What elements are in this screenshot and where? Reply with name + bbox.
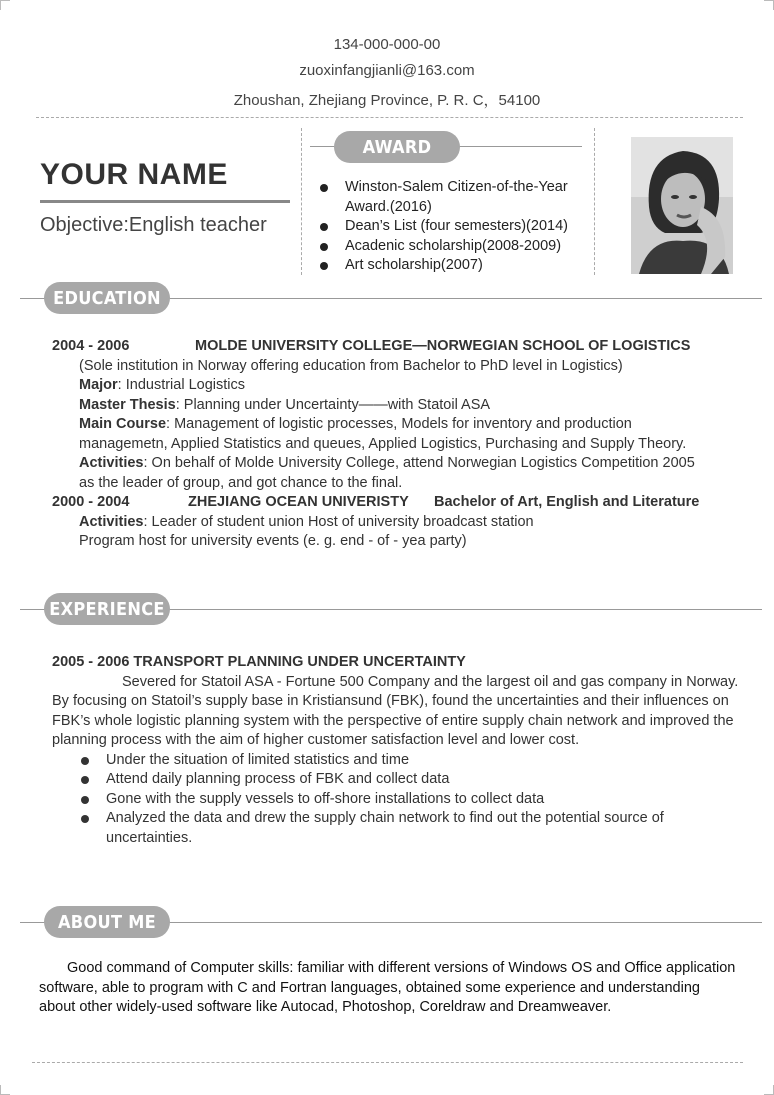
header-divider xyxy=(36,117,743,118)
list-item: Art scholarship(2007) xyxy=(320,256,592,276)
corner-mark xyxy=(0,1085,10,1095)
education-activities xyxy=(52,513,752,533)
experience-block xyxy=(52,653,752,848)
field-value: : Planning under Uncertainty——with Statoil ASA xyxy=(175,396,491,413)
experience-paragraph: Severed for Statoil ASA - Fortune 500 Company and the largest oil and gas company in Norway. By focusing on Statoil’s supply base in Kristiansund (FBK), found the uncertainties and their influences on FBK’s whole logistic planning system with the perspective of entire supply chain network and improved the planning process with the aim of higher customer satisfaction level and lower cost. xyxy=(52,673,739,748)
education-entry-header xyxy=(52,493,752,513)
about-rule-right xyxy=(168,922,762,923)
field-label: Main Course xyxy=(79,416,167,432)
education-main-course xyxy=(52,415,752,435)
education-rule-right xyxy=(168,298,762,299)
corner-mark xyxy=(764,0,774,10)
list-item: Dean’s List (four semesters)(2014) xyxy=(320,217,592,237)
award-right-divider xyxy=(594,128,595,275)
education-main-course-cont: managemetn, Applied Statistics and queues, Applied Logistics, Purchasing and Supply Theory. xyxy=(79,435,687,452)
education-section-header: EDUCATION xyxy=(44,282,170,314)
about-text: Good command of Computer skills: familiar with different versions of Windows OS and Office application software, able to program with C and Fortran languages, obtained some experience and understanding about other widely-used software like Autocad, Photoshop, Coreldraw and Dreamweaver. xyxy=(39,960,736,1015)
education-note: (Sole institution in Norway offering education from Bachelor to PhD level in Logistics) xyxy=(79,357,623,374)
education-entry-header xyxy=(52,337,752,357)
field-label: Activities xyxy=(79,513,144,530)
education-school: MOLDE UNIVERSITY COLLEGE—NORWEGIAN SCHOOL OF LOGISTICS xyxy=(195,338,691,354)
experience-heading: 2005 - 2006 TRANSPORT PLANNING UNDER UNCERTAINTY xyxy=(52,654,466,670)
field-value: : Leader of student union Host of university broadcast station xyxy=(143,513,534,530)
about-rule-left xyxy=(20,922,46,923)
award-list xyxy=(320,178,592,276)
education-degree: Bachelor of Art, English and Literature xyxy=(434,494,700,510)
education-block xyxy=(52,337,752,552)
corner-mark xyxy=(764,1085,774,1095)
award-section-header: AWARD xyxy=(334,131,460,163)
education-activities xyxy=(52,454,752,474)
education-rule-left xyxy=(20,298,46,299)
contact-email: zuoxinfangjianli@163.com xyxy=(299,62,475,79)
list-item: Analyzed the data and drew the supply chain network to find out the potential source of uncertainties. xyxy=(52,809,752,848)
award-left-divider xyxy=(301,128,302,275)
experience-rule-right xyxy=(168,609,762,610)
list-item: Under the situation of limited statistics and time xyxy=(52,751,752,771)
education-activities-cont: as the leader of group, and got chance to the final. xyxy=(79,474,403,491)
experience-bullets xyxy=(52,751,752,849)
portrait-image xyxy=(631,137,733,274)
corner-mark xyxy=(0,0,10,10)
experience-section-header: EXPERIENCE xyxy=(44,593,170,625)
field-value: : On behalf of Molde University College, attend Norwegian Logistics Competition 2005 xyxy=(143,455,695,471)
profile-photo xyxy=(631,137,733,274)
education-years: 2000 - 2004 xyxy=(52,494,130,510)
field-label: Master Thesis xyxy=(79,396,176,413)
objective: Objective:English teacher xyxy=(40,214,267,236)
field-value: : Industrial Logistics xyxy=(117,377,246,393)
field-value: : Management of logistic processes, Models for inventory and production xyxy=(166,416,632,432)
field-label: Activities xyxy=(79,455,144,471)
candidate-name: YOUR NAME xyxy=(40,158,228,191)
list-item: Attend daily planning process of FBK and collect data xyxy=(52,770,752,790)
education-major xyxy=(52,376,752,396)
award-rule-left xyxy=(310,146,336,147)
list-item: Gone with the supply vessels to off-shore installations to collect data xyxy=(52,790,752,810)
award-rule-right xyxy=(458,146,582,147)
experience-rule-left xyxy=(20,609,46,610)
footer-divider xyxy=(32,1062,743,1063)
name-underline xyxy=(40,200,290,203)
list-item: Winston-Salem Citizen-of-the-Year Award.(2016) xyxy=(320,178,592,217)
contact-phone: 134-000-000-00 xyxy=(333,36,441,53)
about-section-header: ABOUT ME xyxy=(44,906,170,938)
list-item: Acadenic scholarship(2008-2009) xyxy=(320,237,592,257)
education-school: ZHEJIANG OCEAN UNIVERISTY xyxy=(188,494,409,510)
education-years: 2004 - 2006 xyxy=(52,338,130,354)
education-thesis xyxy=(52,396,752,416)
field-label: Major xyxy=(79,377,118,393)
contact-address: Zhoushan, Zhejiang Province, P. R. C，54100 xyxy=(233,92,541,109)
education-activities-cont: Program host for university events (e. g. end - of - yea party) xyxy=(79,533,467,549)
